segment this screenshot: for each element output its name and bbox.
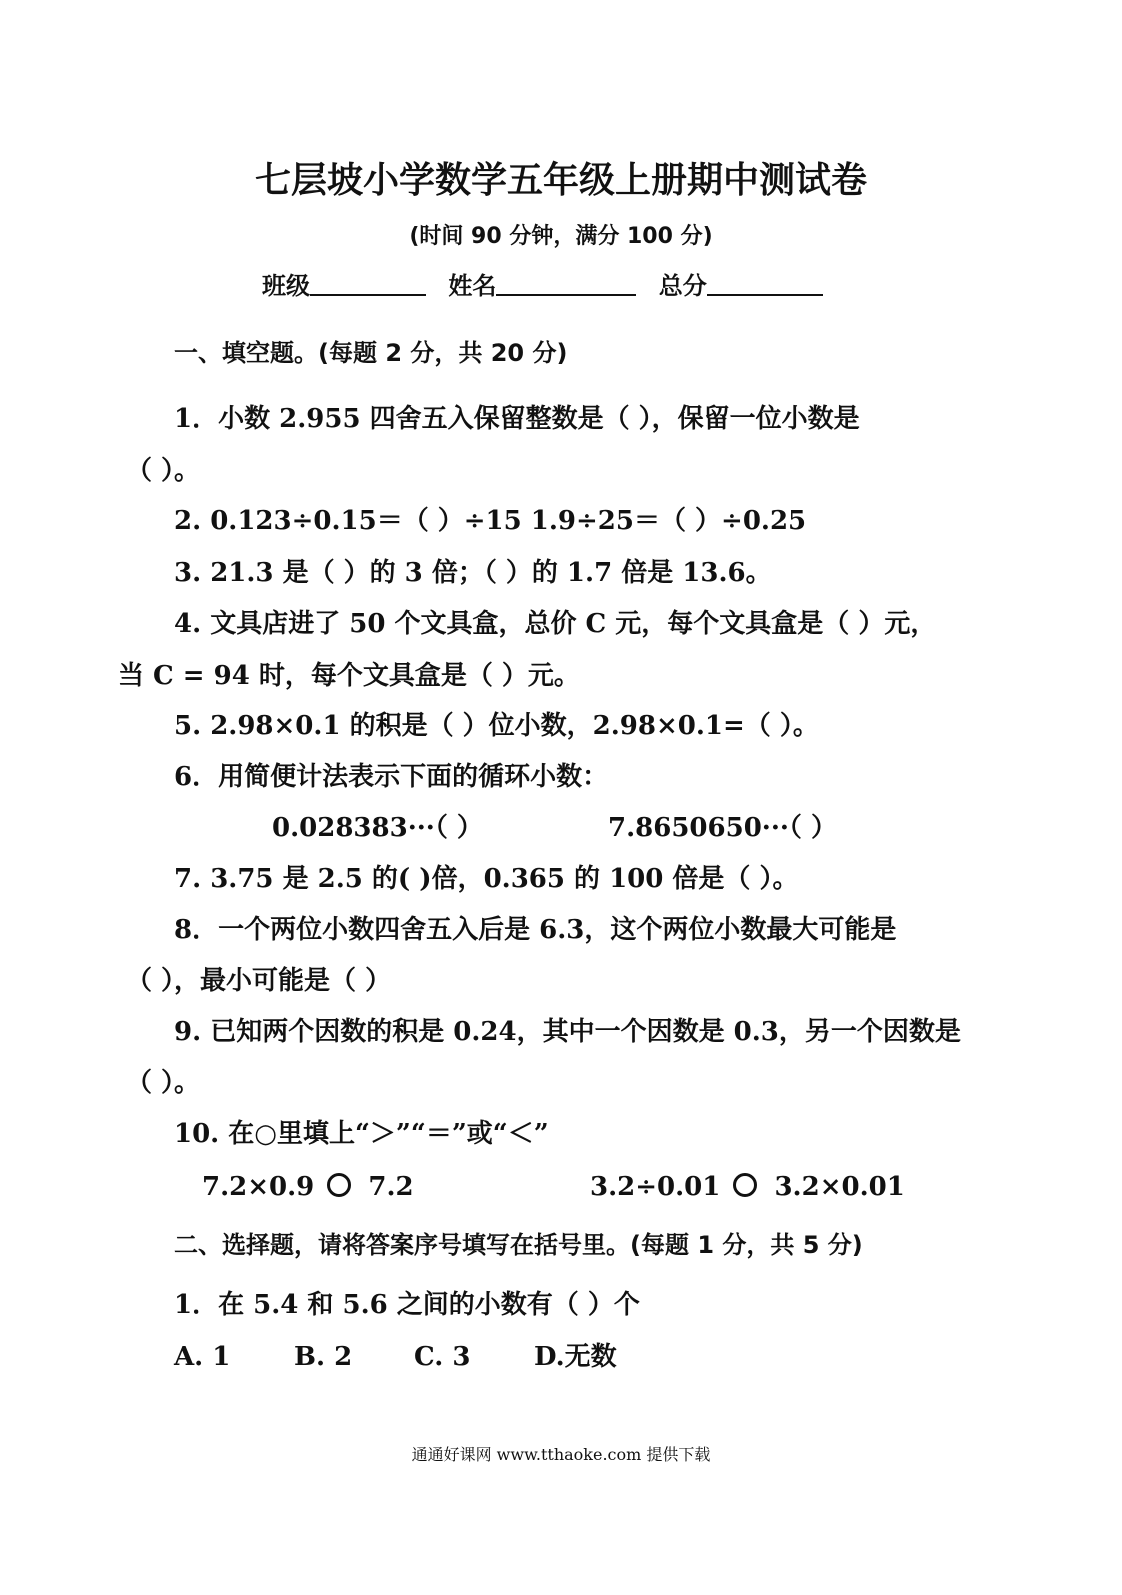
question-1-line1: 1．小数 2.955 四舍五入保留整数是（ ），保留一位小数是 [174,404,860,434]
question-4-line1: 4. 文具店进了 50 个文具盒，总价 C 元，每个文具盒是（ ）元， [174,609,937,639]
compare-item-b [590,1170,905,1204]
option-a: A. 1 [174,1342,231,1372]
question-9-line1: 9. 已知两个因数的积是 0.24，其中一个因数是 0.3，另一个因数是 [174,1017,961,1047]
name-label: 姓名 [448,271,497,300]
question-9-line2: （ ）。 [126,1068,201,1098]
question-4-line2: 当 C = 94 时，每个文具盒是（ ）元。 [118,661,580,691]
compare-b-left: 3.2÷0.01 [590,1172,721,1202]
question-6-item-b: 7.8650650···（ ） [608,813,837,843]
student-info-row [262,268,837,303]
section2-heading: 二、选择题，请将答案序号填写在括号里。(每题 1 分，共 5 分) [174,1231,863,1259]
total-label: 总分 [658,271,707,300]
question-8-line1: 8．一个两位小数四舍五入后是 6.3，这个两位小数最大可能是 [174,915,897,945]
question-6-item-a: 0.028383···（ ） [272,813,483,843]
compare-a-left: 7.2×0.9 [202,1172,315,1202]
exam-subtitle: (时间 90 分钟，满分 100 分) [409,224,713,249]
question-5: 5. 2.98×0.1 的积是（ ）位小数，2.98×0.1=（ ）。 [174,711,819,741]
class-blank[interactable] [310,268,426,296]
option-d: D.无数 [534,1342,617,1372]
question-3: 3. 21.3 是（ ）的 3 倍；（ ）的 1.7 倍是 13.6。 [174,558,772,588]
question-8-line2: （ ），最小可能是（ ） [126,966,392,996]
compare-circle-icon[interactable] [327,1173,351,1197]
question-2: 2. 0.123÷0.15＝（ ）÷15 1.9÷25＝（ ）÷0.25 [174,506,807,536]
page-title: 七层坡小学数学五年级上册期中测试卷 [254,160,867,201]
compare-item-a [202,1170,414,1204]
compare-circle-icon[interactable] [733,1173,757,1197]
choice-question-1: 1．在 5.4 和 5.6 之间的小数有（ ）个 [174,1290,640,1320]
compare-a-right: 7.2 [368,1172,414,1202]
question-1-line2: （ ）。 [126,456,201,486]
question-10: 10. 在○里填上“＞”“＝”或“＜” [174,1119,549,1149]
option-b: B. 2 [294,1342,353,1372]
section1-heading: 一、填空题。(每题 2 分，共 20 分) [174,339,568,367]
option-c: C. 3 [414,1342,471,1372]
footer-credit: 通通好课网 www.tthaoke.com 提供下载 [411,1445,711,1464]
compare-b-right: 3.2×0.01 [774,1172,905,1202]
name-blank[interactable] [496,268,636,296]
total-blank[interactable] [707,268,823,296]
question-6: 6．用简便计法表示下面的循环小数： [174,762,609,792]
question-7: 7. 3.75 是 2.5 的( )倍，0.365 的 100 倍是（ ）。 [174,864,799,894]
class-label: 班级 [262,271,310,300]
